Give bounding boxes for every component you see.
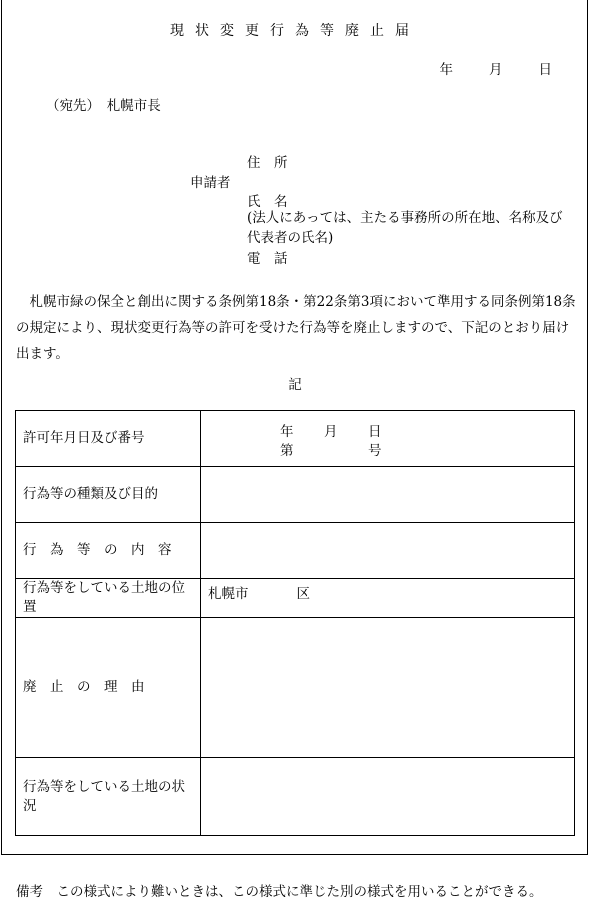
type-label — [16, 467, 201, 523]
permit-label — [16, 411, 201, 467]
table-row — [16, 579, 575, 618]
date-year: 年 — [439, 62, 453, 78]
content-label — [16, 523, 201, 579]
status-value[interactable] — [201, 758, 575, 836]
applicant-address-label: 住 所 — [247, 155, 288, 171]
permit-date-line — [208, 420, 574, 439]
permit-year: 年 — [280, 423, 294, 440]
table-row — [16, 523, 575, 579]
location-city: 札幌市 — [208, 586, 249, 602]
permit-value[interactable] — [201, 411, 575, 467]
body-text: 札幌市緑の保全と創出に関する条例第18条・第22条第3項において準用する同条例第18条の規定により、現状変更行為等の許可を受けた行為等を廃止しますので、下記のとおり届け出ます。 — [16, 294, 576, 362]
location-ward: 区 — [296, 586, 310, 602]
date-line — [440, 58, 553, 78]
corporate-note: (法人にあっては、主たる事務所の所在地、名称及び代表者の氏名) — [247, 210, 563, 246]
permit-no-suffix: 号 — [368, 442, 382, 459]
permit-no-prefix: 第 — [280, 442, 294, 459]
table-row — [16, 618, 575, 758]
location-label-text: 行為等をしている土地の位置 — [23, 580, 185, 615]
applicant-label: 申請者 — [190, 175, 231, 191]
type-value[interactable] — [201, 467, 575, 523]
date-month: 月 — [489, 62, 503, 78]
table-row — [16, 411, 575, 467]
permit-label-text: 許可年月日及び番号 — [23, 430, 145, 446]
type-label-text: 行為等の種類及び目的 — [23, 486, 158, 502]
location-value[interactable] — [201, 579, 575, 618]
permit-number-line — [208, 439, 574, 458]
permit-month: 月 — [324, 423, 338, 440]
permit-day: 日 — [368, 423, 382, 440]
applicant-name-label: 氏 名 — [247, 194, 288, 210]
status-label — [16, 758, 201, 836]
content-value[interactable] — [201, 523, 575, 579]
reason-label — [16, 618, 201, 758]
location-label — [16, 579, 201, 618]
table-row — [16, 758, 575, 836]
date-day: 日 — [538, 62, 552, 78]
status-label-text: 行為等をしている土地の状況 — [23, 778, 185, 814]
ki-heading: 記 — [288, 377, 302, 393]
content-label-text: 行 為 等 の 内 容 — [23, 542, 172, 558]
addressee: （宛先） 札幌市長 — [46, 98, 161, 114]
reason-value[interactable] — [201, 618, 575, 758]
notification-table — [15, 410, 575, 836]
applicant-phone-label: 電 話 — [247, 251, 288, 267]
table-row — [16, 467, 575, 523]
reason-label-text: 廃 止 の 理 由 — [23, 679, 145, 695]
footnote: 備考 この様式により難いときは、この様式に準じた別の様式を用いることができる。 — [16, 884, 543, 900]
form-title: 現状変更行為等廃止届 — [170, 23, 420, 39]
